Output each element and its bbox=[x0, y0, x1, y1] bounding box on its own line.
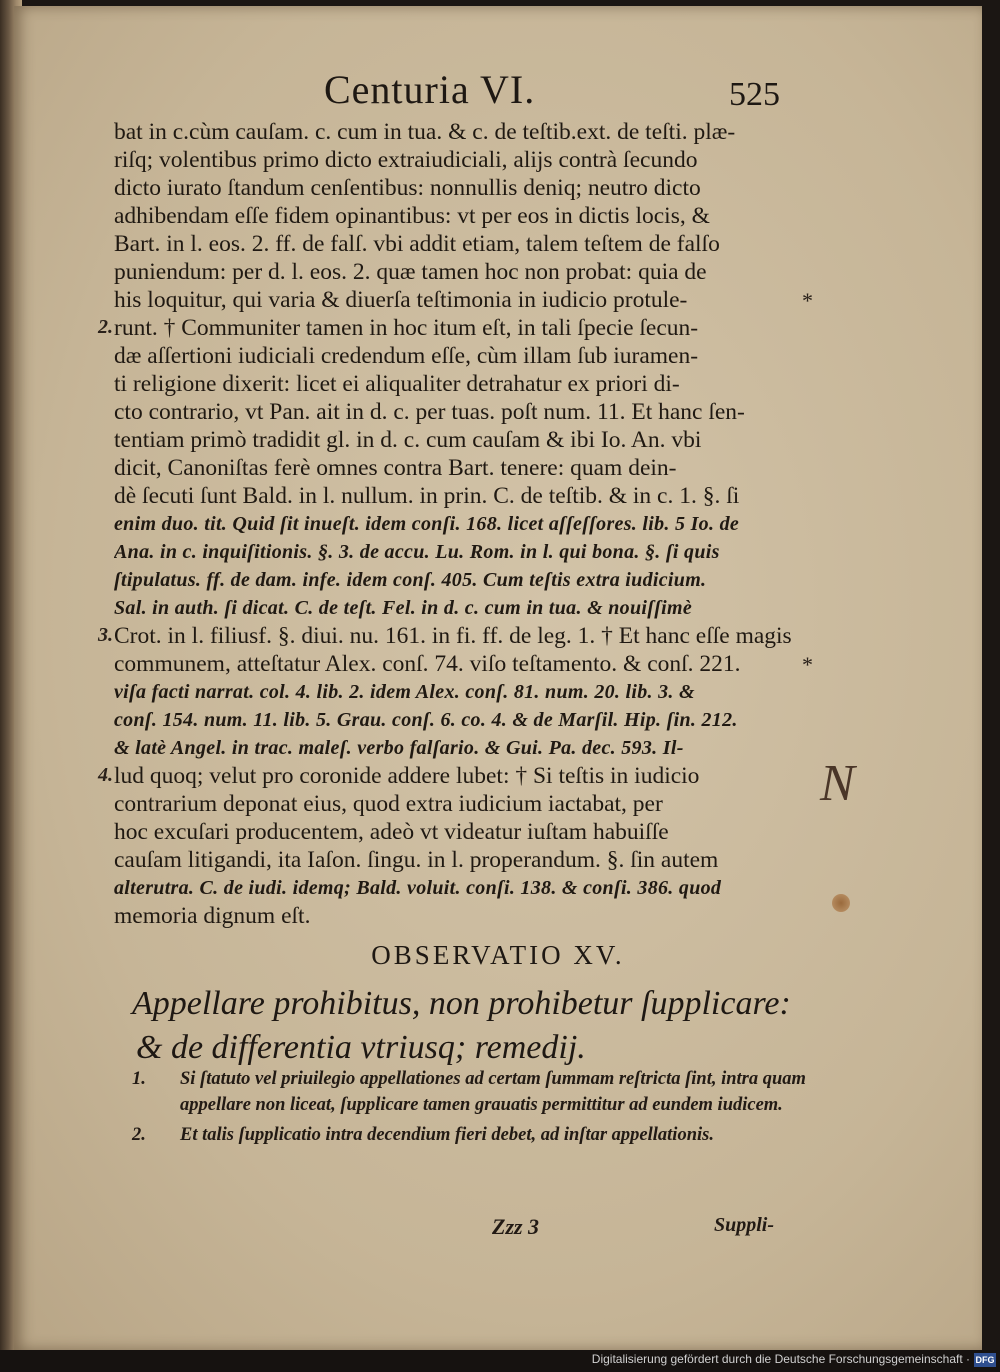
text-line: ti religione dixerit: licet ei aliqualiter detrahatur ex priori di- bbox=[114, 371, 680, 397]
text-line: conſ. 154. num. 11. lib. 5. Grau. conſ. 6. co. 4. & de Marſil. Hip. ſin. 212. bbox=[114, 709, 738, 731]
observation-title bbox=[132, 982, 812, 1070]
text-line: Crot. in l. filiusf. §. diui. nu. 161. in fi. ff. de leg. 1. † Et hanc eſſe magis bbox=[114, 623, 792, 649]
text-line: Ana. in c. inquiſitionis. §. 3. de accu. Lu. Rom. in l. qui bona. §. ſi quis bbox=[114, 541, 720, 563]
text-line: enim duo. tit. Quid ſit inueſt. idem conſi. 168. licet aſſeſſores. lib. 5 Io. de bbox=[114, 513, 740, 535]
text-line: contrarium deponat eius, quod extra iudicium iactabat, per bbox=[114, 791, 663, 817]
text-line: lud quoq; velut pro coronide addere lubet: † Si teſtis in iudicio bbox=[114, 763, 700, 789]
text-line: & latè Angel. in trac. maleſ. verbo falſario. & Gui. Pa. dec. 593. Il- bbox=[114, 737, 684, 759]
text-line: his loquitur, qui varia & diuerſa teſtimonia in iudicio protule- bbox=[114, 287, 688, 313]
footer-bar bbox=[0, 1350, 1000, 1372]
text-line: dæ aſſertioni iudiciali credendum eſſe, cùm illam ſub iuramen- bbox=[114, 343, 699, 369]
manuscript-note: N bbox=[820, 755, 851, 812]
book-page bbox=[14, 6, 982, 1350]
page-number: 525 bbox=[729, 76, 780, 113]
margin-asterisk-icon: * bbox=[802, 652, 813, 677]
catchword: Suppli- bbox=[714, 1214, 775, 1236]
text-line: cauſam litigandi, ita Iaſon. ſingu. in l. properandum. §. ſin autem bbox=[114, 847, 719, 873]
text-line: dè ſecuti ſunt Bald. in l. nullum. in prin. C. de teſtib. & in c. 1. §. ſi bbox=[114, 483, 740, 509]
text-line: memoria dignum eſt. bbox=[114, 903, 311, 929]
margin-number: 2. bbox=[98, 316, 113, 338]
running-head bbox=[14, 66, 982, 126]
observation-summary bbox=[132, 1066, 812, 1152]
text-line: runt. † Communiter tamen in hoc itum eſt, in tali ſpecie ſecun- bbox=[114, 315, 699, 341]
summary-text: Si ſtatuto vel priuilegio appellationes ad certam ſummam reſtricta ſint, intra quam appellare non liceat, ſupplicare tamen grauatis permittitur ad eundem iudicem. bbox=[180, 1069, 806, 1115]
text-line: cto contrario, vt Pan. ait in d. c. per tuas. poſt num. 11. Et hanc ſen- bbox=[114, 399, 745, 425]
margin-asterisk-icon: * bbox=[802, 288, 813, 313]
text-line: Bart. in l. eos. 2. ff. de falſ. vbi addit etiam, talem teſtem de falſo bbox=[114, 231, 720, 257]
text-line: ſtipulatus. ff. de dam. infe. idem conſ. 405. Cum teſtis extra iudicium. bbox=[114, 569, 707, 591]
text-line: viſa facti narrat. col. 4. lib. 2. idem Alex. conſ. 81. num. 20. lib. 3. & bbox=[114, 681, 695, 703]
observation-title-line: Appellare prohibitus, non prohibetur ſupplicare: bbox=[132, 985, 791, 1022]
summary-item bbox=[132, 1122, 812, 1148]
dfg-logo-icon: DFG bbox=[975, 1355, 995, 1365]
text-line: tentiam primò tradidit gl. in d. c. cum cauſam & ibi Io. An. vbi bbox=[114, 427, 702, 453]
observation-heading: OBSERVATIO XV. bbox=[371, 940, 625, 970]
text-line: riſq; volentibus primo dicto extraiudiciali, alijs contrà ſecundo bbox=[114, 147, 698, 173]
text-line: adhibendam eſſe fidem opinantibus: vt per eos in dictis locis, & bbox=[114, 203, 710, 229]
text-line: hoc excuſari producentem, adeò vt videatur iuſtam habuiſſe bbox=[114, 819, 669, 845]
footer-credit: Digitalisierung gefördert durch die Deutsche Forschungsgemeinschaft · bbox=[591, 1352, 970, 1366]
text-line: bat in c.cùm cauſam. c. cum in tua. & c. de teſtib.ext. de teſti. plæ- bbox=[114, 119, 736, 145]
summary-number: 2. bbox=[132, 1125, 146, 1145]
paper-stain bbox=[832, 894, 850, 912]
summary-number: 1. bbox=[132, 1069, 146, 1089]
margin-number: 4. bbox=[98, 764, 113, 786]
text-line: Sal. in auth. ſi dicat. C. de teſt. Fel. in d. c. cum in tua. & nouiſſimè bbox=[114, 597, 693, 619]
text-line: dicit, Canoniſtas ferè omnes contra Bart. tenere: quam dein- bbox=[114, 455, 677, 481]
text-line: puniendum: per d. l. eos. 2. quæ tamen hoc non probat: quia de bbox=[114, 259, 707, 285]
text-line: communem, atteſtatur Alex. conſ. 74. viſo teſtamento. & conſ. 221. bbox=[114, 651, 741, 677]
signature-mark: Zzz 3 bbox=[492, 1214, 540, 1239]
text-line: alterutra. C. de iudi. idemq; Bald. voluit. conſi. 138. & conſi. 386. quod bbox=[114, 877, 722, 899]
summary-text: Et talis ſupplicatio intra decendium fieri debet, ad inſtar appellationis. bbox=[180, 1125, 714, 1145]
body-text bbox=[114, 118, 800, 930]
catchword-line bbox=[14, 1214, 982, 1244]
summary-item bbox=[132, 1066, 812, 1118]
observation-title-line: & de differentia vtriusq; remedij. bbox=[136, 1029, 586, 1066]
running-title: Centuria VI. bbox=[324, 67, 536, 112]
text-line: dicto iurato ſtandum cenſentibus: nonnullis deniq; neutro dicto bbox=[114, 175, 701, 201]
margin-number: 3. bbox=[98, 624, 113, 646]
